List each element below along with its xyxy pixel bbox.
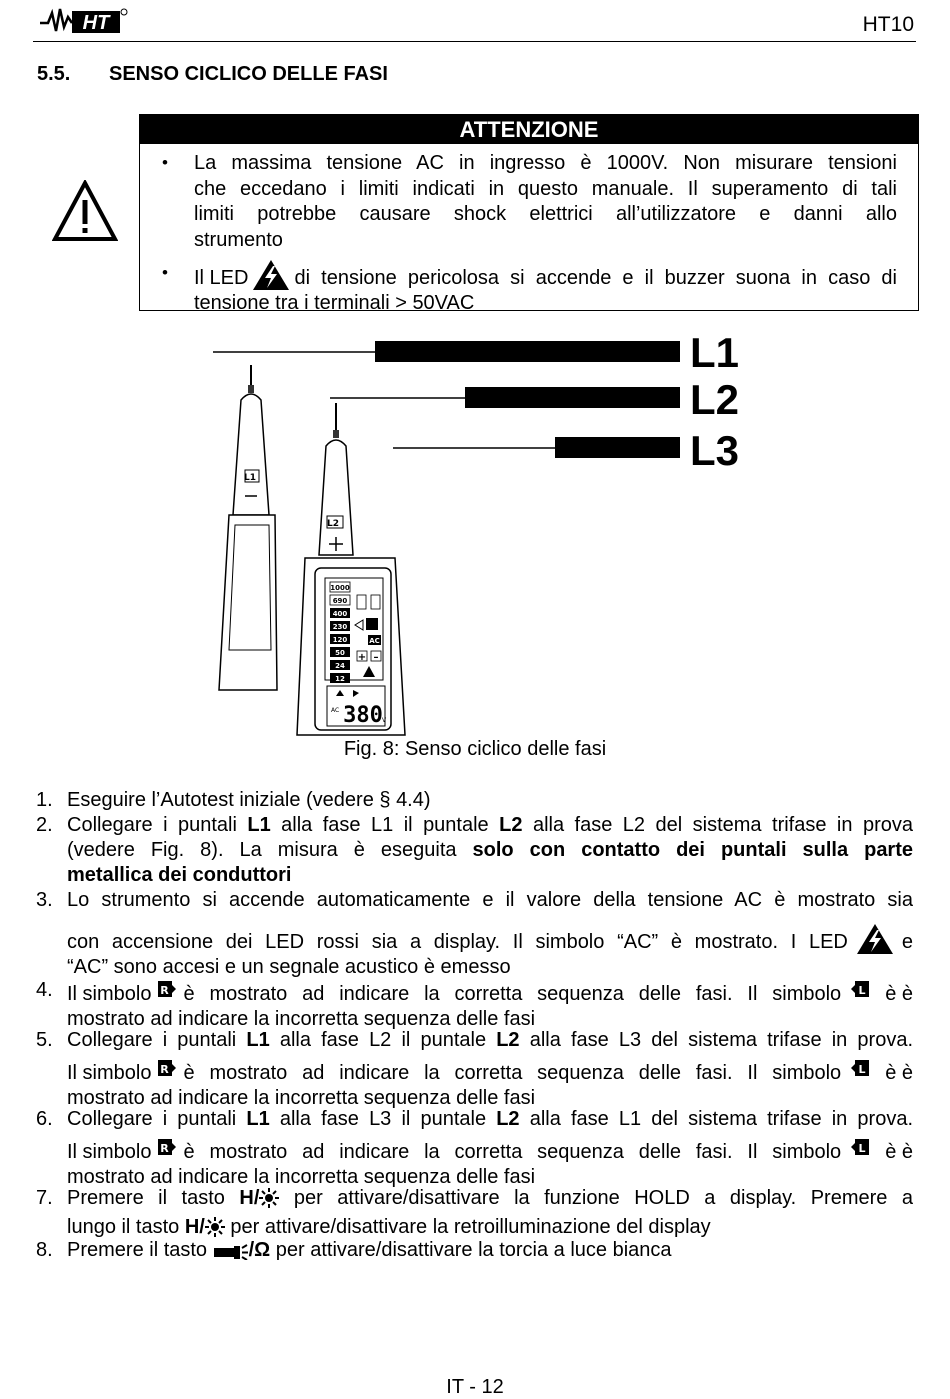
step-text: alla fase L2 del sistema trifase in prova <box>522 814 913 836</box>
step-3 <box>36 888 913 980</box>
step-text: alla fase L3 il puntale <box>269 1108 497 1130</box>
svg-text:R: R <box>160 984 170 997</box>
wire-l1-insulation <box>375 341 680 362</box>
step-line <box>67 1238 913 1267</box>
torch-icon <box>213 1242 249 1267</box>
step-text: è è <box>885 1141 913 1163</box>
warning-line: La massima tensione AC in ingresso è 1000V. Non misurare tensioni <box>194 152 897 174</box>
incorrect-rotation-icon <box>849 1136 871 1165</box>
step-text: (vedere Fig. 8). La misura è eseguita <box>67 839 473 861</box>
high-voltage-led-icon <box>856 923 894 955</box>
step-line: Lo strumento si accende automaticamente e il valore della tensione AC è mostrato sia <box>67 889 913 911</box>
warning-line: tensione tra i terminali > 50VAC <box>194 292 475 314</box>
scale-120: 120 <box>332 636 348 644</box>
lcd-mode: AC <box>331 707 340 714</box>
step-text: e <box>901 931 913 953</box>
step-line <box>67 1107 913 1132</box>
step-bold: L2 <box>496 1108 520 1130</box>
warning-heading: ATTENZIONE <box>140 115 918 144</box>
bullet-dot: • <box>162 263 168 282</box>
step-text: Premere il tasto <box>67 1239 213 1261</box>
probe-label-l2: L2 <box>327 519 339 529</box>
svg-text:L: L <box>858 1063 866 1076</box>
step-text: Collegare i puntali <box>67 1029 247 1051</box>
step-line <box>67 813 913 838</box>
step-text: è mostrato ad indicare la corretta sequenza delle fasi. Il simbolo <box>183 983 842 1005</box>
step-6 <box>36 1107 913 1190</box>
step-bold: /Ω <box>248 1239 271 1261</box>
step-bold: H/ <box>184 1216 205 1238</box>
bullet-dot: • <box>162 153 168 172</box>
step-text: per attivare/disattivare la retroilluminazione del display <box>224 1216 711 1238</box>
step-bold: L2 <box>496 1029 520 1051</box>
step-text: Premere il tasto <box>67 1187 240 1209</box>
correct-rotation-icon <box>157 1136 177 1165</box>
correct-rotation-icon <box>157 978 177 1007</box>
svg-text:L: L <box>858 1142 866 1155</box>
step-bold: H/ <box>239 1187 260 1209</box>
step-number: 7. <box>36 1187 53 1209</box>
figure-drawing <box>205 330 750 745</box>
step-text: Il simbolo <box>67 1141 152 1163</box>
ac-key-label: AC <box>369 637 380 645</box>
step-line: mostrato ad indicare la incorretta sequenza delle fasi <box>67 1166 536 1188</box>
warning-text: di tensione pericolosa si accende e il buzzer suona in caso di <box>294 266 897 289</box>
step-text: è mostrato ad indicare la corretta sequenza delle fasi. Il simbolo <box>183 1062 842 1084</box>
step-line: mostrato ad indicare la incorretta sequenza delle fasi <box>67 1087 536 1109</box>
scale-12: 12 <box>335 675 345 683</box>
page-number: IT - 12 <box>446 1376 504 1398</box>
warning-line <box>194 259 897 291</box>
step-number: 2. <box>36 814 53 836</box>
step-text: Il simbolo <box>67 1062 152 1084</box>
step-number: 4. <box>36 979 53 1001</box>
probe-l2 <box>297 403 405 735</box>
step-text: alla fase L1 il puntale <box>270 814 500 836</box>
step-line <box>67 838 913 863</box>
warning-triangle-icon <box>52 180 118 242</box>
step-number: 6. <box>36 1108 53 1130</box>
wire-l3-insulation <box>555 437 680 458</box>
step-line <box>67 1136 913 1165</box>
document-code: HT10 <box>862 13 914 36</box>
svg-text:L: L <box>858 984 866 997</box>
lcd-unit: V <box>382 717 387 724</box>
warning-line: strumento <box>194 228 283 251</box>
step-number: 3. <box>36 889 53 911</box>
logo-text: HT <box>82 12 110 34</box>
svg-text:R: R <box>160 1142 170 1155</box>
step-line <box>67 863 913 888</box>
probe-label-l1: L1 <box>244 473 256 483</box>
step-text: lungo il tasto <box>67 1216 185 1238</box>
svg-text:R: R <box>160 1063 170 1076</box>
scale-690: 690 <box>332 597 348 605</box>
step-2 <box>36 813 913 888</box>
section-title <box>37 63 388 86</box>
step-line <box>67 1028 913 1053</box>
step-text: per attivare/disattivare la torcia a luce bianca <box>270 1239 672 1261</box>
backlight-sun-icon <box>259 1188 279 1215</box>
step-line <box>67 978 913 1007</box>
wire-l2-insulation <box>465 387 680 408</box>
step-bold: L1 <box>246 1108 270 1130</box>
step-text: è è <box>885 1062 913 1084</box>
step-bold: L2 <box>499 814 523 836</box>
scale-50: 50 <box>335 649 345 657</box>
step-line <box>67 1057 913 1086</box>
scale-230: 230 <box>332 623 348 631</box>
step-line: “AC” sono accesi e un segnale acustico è emesso <box>67 956 511 978</box>
ht-logo <box>38 3 130 37</box>
rotation-right-icon <box>366 618 378 630</box>
step-text: alla fase L1 del sistema trifase in prova. <box>519 1108 914 1130</box>
section-number: 5.5. <box>37 63 71 85</box>
incorrect-rotation-icon <box>849 978 871 1007</box>
step-bold: L1 <box>246 1029 270 1051</box>
probe-l1 <box>219 365 277 690</box>
step-text: Eseguire l’Autotest iniziale (vedere § 4.4) <box>67 789 431 811</box>
warning-line: limiti potrebbe causare shock elettrici all’utilizzatore e danni allo <box>194 203 897 225</box>
phase-label-l2: L2 <box>690 376 740 423</box>
scale-1000: 1000 <box>330 584 350 592</box>
step-text: Collegare i puntali <box>67 1108 247 1130</box>
step-line <box>67 923 913 955</box>
step-bold: L1 <box>247 814 271 836</box>
scale-400: 400 <box>332 610 348 618</box>
step-line: mostrato ad indicare la incorretta sequenza delle fasi <box>67 1008 536 1030</box>
header-rule <box>33 41 916 42</box>
warning-bullet-1 <box>194 151 897 253</box>
step-number: 1. <box>36 789 53 811</box>
step-line <box>67 1186 913 1215</box>
high-voltage-led-icon <box>252 259 290 291</box>
step-text: Il simbolo <box>67 983 152 1005</box>
step-8 <box>36 1238 913 1267</box>
step-4 <box>36 978 913 1032</box>
phase-label-l1: L1 <box>690 330 740 376</box>
step-5 <box>36 1028 913 1111</box>
incorrect-rotation-icon <box>849 1057 871 1086</box>
minus-key: – <box>373 652 379 663</box>
phase-label-l3: L3 <box>690 427 740 474</box>
step-bold: metallica dei conduttori <box>67 864 292 886</box>
warning-box <box>139 114 919 314</box>
figure-caption: Fig. 8: Senso ciclico delle fasi <box>343 738 607 760</box>
step-bold: solo con contatto dei puntali sulla parte <box>472 839 914 861</box>
warning-line: che eccedano i limiti indicati in questo manuale. Il superamento di tali <box>194 177 897 200</box>
step-text: con accensione dei LED rossi sia a display. Il simbolo “AC” è mostrato. I LED <box>67 931 848 953</box>
step-text: per attivare/disattivare la funzione HOLD a display. Premere a <box>279 1187 913 1209</box>
correct-rotation-icon <box>157 1057 177 1086</box>
step-text: alla fase L3 del sistema trifase in prova. <box>519 1029 914 1051</box>
warning-text: Il LED <box>194 266 249 289</box>
step-text: alla fase L2 il puntale <box>269 1029 497 1051</box>
step-7 <box>36 1186 913 1244</box>
step-number: 8. <box>36 1239 53 1261</box>
warning-bullet-2 <box>194 259 897 317</box>
scale-24: 24 <box>335 662 345 670</box>
step-text: è è <box>885 983 913 1005</box>
step-text: Collegare i puntali <box>67 814 248 836</box>
plus-key: + <box>357 652 367 663</box>
step-text: è mostrato ad indicare la corretta sequenza delle fasi. Il simbolo <box>183 1141 842 1163</box>
section-title-text: SENSO CICLICO DELLE FASI <box>109 63 388 85</box>
step-1 <box>36 788 913 813</box>
phase-rotation-figure <box>205 330 750 745</box>
lcd-reading: 380 <box>343 703 383 728</box>
step-number: 5. <box>36 1029 53 1051</box>
